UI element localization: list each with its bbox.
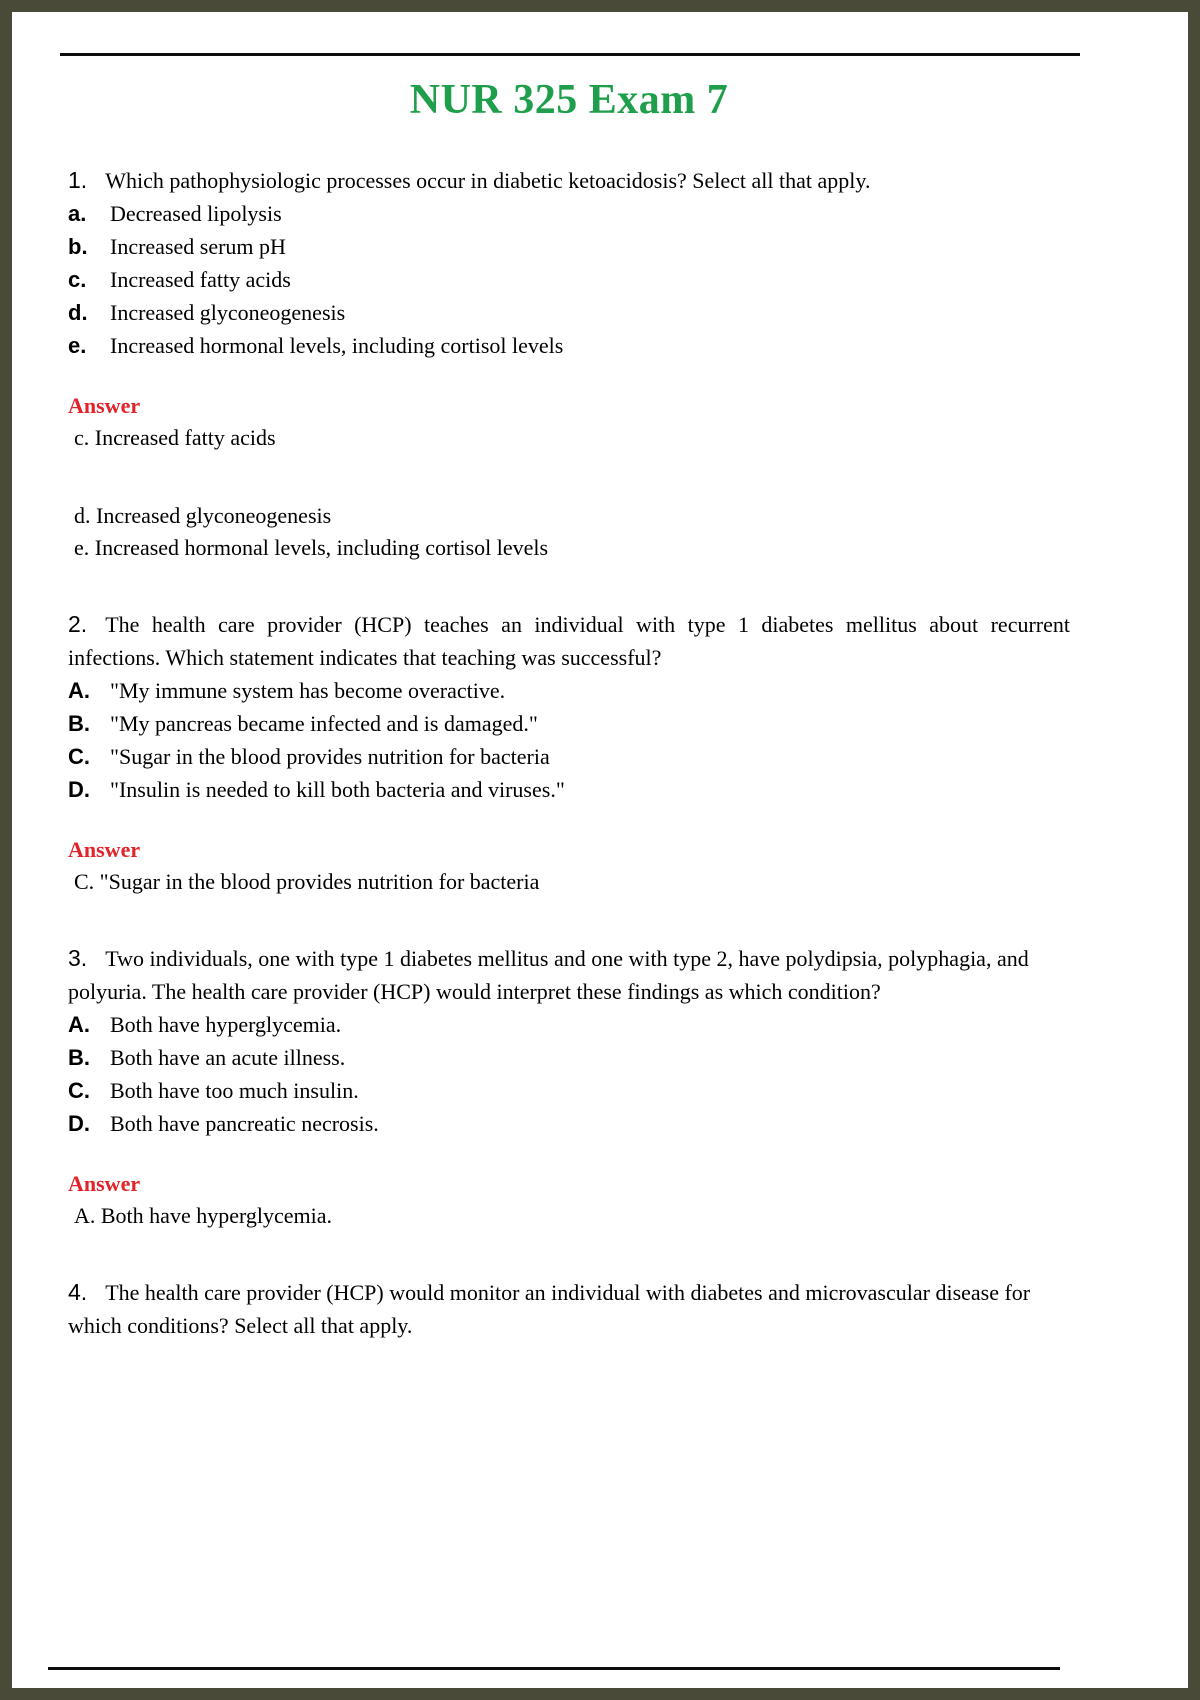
answer-label: Answer: [68, 1171, 141, 1196]
document-page: [12, 12, 1188, 1688]
option-C: [68, 740, 1070, 773]
option-D-label: D.: [68, 777, 90, 802]
bottom-divider: [48, 1667, 1060, 1670]
page-title: NUR 325 Exam 7: [409, 77, 729, 123]
option-B: [68, 707, 1070, 740]
option-b-label: b.: [68, 234, 88, 259]
option-D-label: D.: [68, 1111, 90, 1136]
question-1-text: [68, 164, 1070, 197]
question-4: [68, 1276, 1070, 1342]
option-e: [68, 329, 1070, 362]
question-4-number: 4.: [68, 1279, 88, 1305]
option-A-label: A.: [68, 1012, 90, 1037]
option-C: [68, 1074, 1070, 1107]
question-2-number: 2.: [68, 611, 88, 637]
option-c-text: Increased fatty acids: [110, 267, 291, 292]
option-C-label: C.: [68, 1078, 90, 1103]
question-2-body: The health care provider (HCP) teaches an individual with type 1 diabetes mellitus about recurrent infections. Which statement indicates that teaching was successful?: [68, 612, 1070, 670]
option-b-text: Increased serum pH: [110, 234, 286, 259]
option-D-text: "Insulin is needed to kill both bacteria and viruses.": [110, 777, 565, 802]
question-1-answer: [68, 390, 1070, 564]
answer-gap: [68, 454, 1070, 500]
question-2-options: [68, 674, 1070, 806]
option-B-label: B.: [68, 1045, 90, 1070]
option-D-text: Both have pancreatic necrosis.: [110, 1111, 379, 1136]
option-C-text: "Sugar in the blood provides nutrition for bacteria: [110, 744, 550, 769]
option-d: [68, 296, 1070, 329]
question-3-answer: [68, 1168, 1070, 1232]
option-B-label: B.: [68, 711, 90, 736]
question-1-options: [68, 197, 1070, 362]
option-d-text: Increased glyconeogenesis: [110, 300, 346, 325]
option-c-label: c.: [68, 267, 87, 292]
question-1-body: Which pathophysiologic processes occur in diabetic ketoacidosis? Select all that apply.: [105, 168, 871, 193]
question-2: [68, 608, 1070, 898]
answer-extra-line: e. Increased hormonal levels, including cortisol levels: [74, 535, 549, 560]
answer-label: Answer: [68, 837, 141, 862]
question-4-body: The health care provider (HCP) would monitor an individual with diabetes and microvascular disease for which conditions? Select all that apply.: [68, 1280, 1031, 1338]
option-D: [68, 1107, 1070, 1140]
answer-label: Answer: [68, 393, 141, 418]
option-a-label: a.: [68, 201, 87, 226]
answer-extra-line: d. Increased glyconeogenesis: [74, 503, 332, 528]
option-D: [68, 773, 1070, 806]
option-B-text: Both have an acute illness.: [110, 1045, 346, 1070]
option-A-text: Both have hyperglycemia.: [110, 1012, 342, 1037]
answer-line: C. "Sugar in the blood provides nutrition for bacteria: [74, 869, 540, 894]
option-C-text: Both have too much insulin.: [110, 1078, 359, 1103]
question-3-options: [68, 1008, 1070, 1140]
question-2-answer: [68, 834, 1070, 898]
option-A-text: "My immune system has become overactive.: [110, 678, 506, 703]
option-A: [68, 674, 1070, 707]
option-e-label: e.: [68, 333, 87, 358]
option-a-text: Decreased lipolysis: [110, 201, 282, 226]
top-divider: [60, 53, 1080, 56]
question-3-body: Two individuals, one with type 1 diabetes mellitus and one with type 2, have polydipsia, polyphagia, and polyuria. The health care provider (HCP) would interpret these findings as which condition?: [68, 946, 1029, 1004]
option-A-label: A.: [68, 678, 90, 703]
question-1: [68, 164, 1070, 564]
question-1-number: 1.: [68, 167, 88, 193]
question-4-text: [68, 1276, 1070, 1342]
option-c: [68, 263, 1070, 296]
option-C-label: C.: [68, 744, 90, 769]
question-3-number: 3.: [68, 945, 88, 971]
option-A: [68, 1008, 1070, 1041]
option-b: [68, 230, 1070, 263]
question-2-text: [68, 608, 1070, 674]
question-3-text: [68, 942, 1070, 1008]
option-e-text: Increased hormonal levels, including cortisol levels: [110, 333, 564, 358]
option-B: [68, 1041, 1070, 1074]
option-B-text: "My pancreas became infected and is damaged.": [110, 711, 538, 736]
question-3: [68, 942, 1070, 1232]
option-d-label: d.: [68, 300, 88, 325]
answer-line: A. Both have hyperglycemia.: [74, 1203, 333, 1228]
answer-line: c. Increased fatty acids: [74, 425, 276, 450]
option-a: [68, 197, 1070, 230]
